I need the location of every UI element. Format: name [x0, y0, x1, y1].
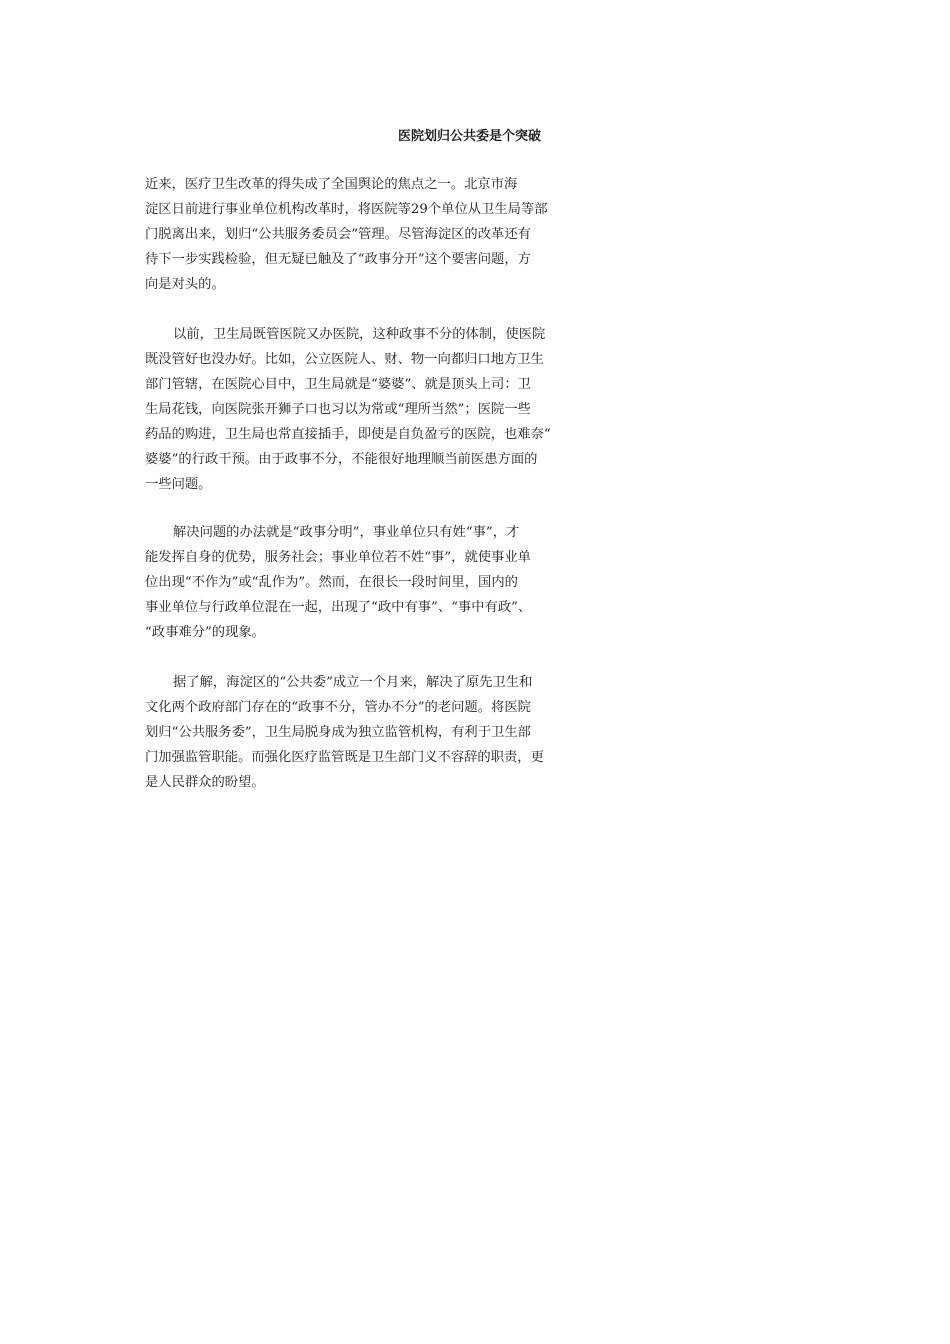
paragraph-line: 文化两个政府部门存在的“政事不分，管办不分”的老问题。将医院: [145, 700, 531, 715]
paragraph-line: 待下一步实践检验，但无疑已触及了“政事分开”这个要害问题，方: [145, 252, 531, 267]
paragraph-line: 划归“公共服务委”，卫生局脱身成为独立监管机构，有利于卫生部: [145, 725, 531, 740]
paragraph-line: 近来，医疗卫生改革的得失成了全国舆论的焦点之一。北京市海: [145, 177, 518, 192]
paragraph-line: 能发挥自身的优势，服务社会；事业单位若不姓“事”，就使事业单: [145, 550, 531, 565]
paragraph-line: “政事难分”的现象。: [145, 625, 265, 640]
paragraph-line: 门加强监管职能。而强化医疗监管既是卫生部门义不容辞的职责，更: [145, 750, 544, 765]
paragraph-1: [145, 172, 595, 297]
paragraph-line: 解决问题的办法就是“政事分明”，事业单位只有姓“事”，才: [173, 525, 520, 540]
paragraph-2: [145, 322, 595, 497]
paragraph-line: 门脱离出来，划归“公共服务委员会”管理。尽管海淀区的改革还有: [145, 227, 531, 242]
paragraph-line: 一些问题。: [145, 477, 212, 492]
paragraph-line: 部门管辖，在医院心目中，卫生局就是“婆婆”、就是顶头上司：卫: [145, 377, 531, 392]
document-title: 医院划归公共委是个突破: [398, 129, 542, 144]
paragraph-line: 婆婆”的行政干预。由于政事不分，不能很好地理顺当前医患方面的: [145, 452, 538, 467]
paragraph-line: 药品的购进，卫生局也常直接插手，即使是自负盈亏的医院，也难奈“: [145, 427, 551, 442]
paragraph-line: 位出现“不作为”或“乱作为”。然而，在很长一段时间里，国内的: [145, 575, 518, 590]
paragraph-line: 以前，卫生局既管医院又办医院，这种政事不分的体制，使医院: [173, 327, 546, 342]
paragraph-4: [145, 670, 595, 795]
paragraph-line: 淀区日前进行事业单位机构改革时，将医院等29个单位从卫生局等部: [145, 202, 548, 217]
paragraph-line: 是人民群众的盼望。: [145, 775, 265, 790]
paragraph-3: [145, 520, 595, 645]
paragraph-line: 事业单位与行政单位混在一起，出现了“政中有事”、“事中有政”、: [145, 600, 532, 615]
paragraph-line: 生局花钱，向医院张开狮子口也习以为常或“理所当然”；医院一些: [145, 402, 531, 417]
paragraph-line: 既没管好也没办好。比如，公立医院人、财、物一向都归口地方卫生: [145, 352, 544, 367]
paragraph-line: 据了解，海淀区的“公共委”成立一个月来，解决了原先卫生和: [173, 675, 533, 690]
paragraph-line: 向是对头的。: [145, 277, 225, 292]
